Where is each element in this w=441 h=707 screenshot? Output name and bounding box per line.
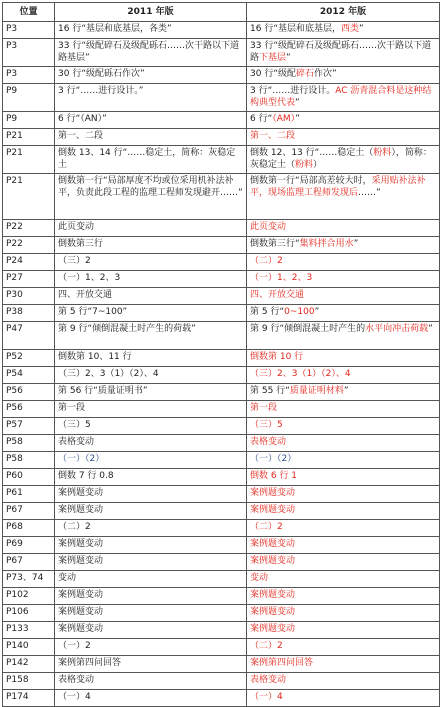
row-2012-text [247, 350, 440, 367]
table-row [3, 435, 440, 452]
row-2012-segment: 6 行“ [250, 114, 273, 124]
row-2011-text: 倒数 13、14 行“……稳定土，简称：灰稳定土 [55, 146, 247, 174]
row-position: P47 [3, 322, 55, 350]
row-position: P133 [3, 622, 55, 639]
row-2012-text [247, 435, 440, 452]
row-2011-text: 案例题变动 [55, 554, 247, 571]
row-position: P57 [3, 418, 55, 435]
row-2012-text [247, 486, 440, 503]
row-2012-segment: 变动 [250, 573, 269, 583]
table-row [3, 673, 440, 690]
row-2011-text: 表格变动 [55, 673, 247, 690]
row-2012-segment: （一）1、2、3 [250, 273, 313, 283]
table-row [3, 271, 440, 288]
table-row [3, 112, 440, 129]
row-2011-text: 30 行“级配砾石作次” [55, 67, 247, 84]
row-2012-segment: 案例题变动 [250, 590, 296, 600]
row-2012-text [247, 254, 440, 271]
row-2012-segment: 案例题变动 [250, 539, 296, 549]
row-2012-segment: 粉料 [373, 148, 392, 158]
table-row [3, 174, 440, 220]
row-2011-text: 第 56 行“质量证明书” [55, 384, 247, 401]
row-2012-segment: AC 沥青混合料是这种结构典型代表 [250, 86, 432, 108]
row-2011-text: （二）2 [55, 520, 247, 537]
table-row [3, 503, 440, 520]
row-2011-text: （一）4 [55, 690, 247, 707]
row-position: P58 [3, 435, 55, 452]
row-position: P158 [3, 673, 55, 690]
table-row [3, 237, 440, 254]
row-2012-segment: 案例第四问回答 [250, 658, 314, 668]
row-2012-text [247, 588, 440, 605]
row-2011-text: 倒数第三行 [55, 237, 247, 254]
row-position: P60 [3, 469, 55, 486]
column-header-position: 位置 [3, 3, 55, 22]
row-position: P3 [3, 67, 55, 84]
row-position: P54 [3, 367, 55, 384]
table-row [3, 418, 440, 435]
row-position: P9 [3, 84, 55, 112]
row-position: P3 [3, 39, 55, 67]
row-2011-text: 3 行“……进行设计。” [55, 84, 247, 112]
table-row [3, 452, 440, 469]
row-position: P140 [3, 639, 55, 656]
row-2011-text: 此页变动 [55, 220, 247, 237]
comparison-table [2, 2, 440, 707]
row-2011-text: 16 行“基层和底基层，各类” [55, 22, 247, 39]
table-row [3, 22, 440, 39]
row-position: P27 [3, 271, 55, 288]
row-2012-segment: （一）（2） [250, 454, 297, 464]
row-2012-segment: 西类 [340, 24, 359, 34]
row-2012-segment: 作次” [314, 69, 337, 79]
row-2012-segment: 第 9 行“倾倒混凝土时产生的 [250, 324, 366, 334]
row-2011-text: 案例题变动 [55, 537, 247, 554]
column-header-2012: 2012 年版 [247, 3, 440, 22]
row-2012-text [247, 656, 440, 673]
row-position: P61 [3, 486, 55, 503]
row-2011-text: 倒数第 10、11 行 [55, 350, 247, 367]
row-position: P38 [3, 305, 55, 322]
row-2012-segment: （二）2 [250, 256, 283, 266]
row-2012-segment: 第 5 行“ [250, 307, 285, 317]
table-row [3, 384, 440, 401]
row-2012-segment: ……” [358, 188, 381, 198]
row-2012-segment: ” [314, 307, 320, 317]
row-2012-segment: 案例题变动 [250, 488, 296, 498]
table-row [3, 605, 440, 622]
row-2012-text [247, 112, 440, 129]
row-position: P9 [3, 112, 55, 129]
table-row [3, 322, 440, 350]
row-2011-text: （一）1、2、3 [55, 271, 247, 288]
row-2012-text [247, 639, 440, 656]
row-2012-segment: 水平向冲击荷载 [365, 324, 429, 334]
row-2011-text: （一）（2） [55, 452, 247, 469]
row-2012-text [247, 39, 440, 67]
row-2011-text: 倒数 7 行 0.8 [55, 469, 247, 486]
row-2012-text [247, 554, 440, 571]
table-row [3, 469, 440, 486]
row-2011-text: 第 5 行“7~100” [55, 305, 247, 322]
table-row [3, 486, 440, 503]
row-2012-segment: 3 行“……进行设计。 [250, 86, 336, 96]
row-2012-segment: 案例题变动 [250, 607, 296, 617]
row-2012-segment: 倒数第 10 行 [250, 352, 304, 362]
row-2012-segment: ” [295, 114, 300, 124]
row-2012-segment: 碎石 [295, 69, 314, 79]
row-position: P69 [3, 537, 55, 554]
table-row [3, 639, 440, 656]
row-2011-text: 四、开放交通 [55, 288, 247, 305]
table-row [3, 690, 440, 707]
row-2012-segment: 0~100 [284, 307, 315, 317]
row-2012-text [247, 622, 440, 639]
row-2012-segment: （三）2、3（1）（2）、4 [250, 369, 351, 379]
row-2012-text [247, 305, 440, 322]
row-position: P22 [3, 237, 55, 254]
row-2012-segment: （二）2 [250, 641, 283, 651]
row-2012-segment: 30 行“级配 [250, 69, 296, 79]
table-row [3, 401, 440, 418]
row-position: P22 [3, 220, 55, 237]
row-2012-segment: ” [286, 53, 291, 63]
row-2012-segment: 倒数第三行“ [250, 239, 300, 249]
row-2011-text: 第一、二段 [55, 129, 247, 146]
row-2012-segment: （三）5 [250, 420, 283, 430]
table-row [3, 220, 440, 237]
table-header-row [3, 3, 440, 22]
row-2011-text: 6 行“（AN）” [55, 112, 247, 129]
row-2012-segment: ” [359, 24, 364, 34]
row-2012-segment: 案例题变动 [250, 505, 296, 515]
row-2012-text [247, 322, 440, 350]
row-2012-text [247, 288, 440, 305]
row-2012-text [247, 237, 440, 254]
row-position: P21 [3, 174, 55, 220]
row-position: P142 [3, 656, 55, 673]
row-2012-segment: 质量证明材料 [289, 386, 344, 396]
row-2012-text [247, 418, 440, 435]
row-2012-text [247, 520, 440, 537]
row-position: P56 [3, 384, 55, 401]
table-body [3, 22, 440, 707]
row-2011-text: 案例第四问回答 [55, 656, 247, 673]
row-position: P68 [3, 520, 55, 537]
row-2012-text [247, 384, 440, 401]
row-position: P67 [3, 503, 55, 520]
row-2012-text [247, 537, 440, 554]
row-2012-segment: 第一、二段 [250, 131, 296, 141]
row-2011-text: （三）5 [55, 418, 247, 435]
row-2012-segment: 采用贴补法补平，现场监理工程师发现后 [250, 176, 426, 198]
row-2012-segment: 倒数 12、13 行“……稳定土（ [250, 148, 374, 158]
table-row [3, 537, 440, 554]
row-2011-text: 33 行“级配碎石及级配砾石……次干路以下道路基层” [55, 39, 247, 67]
row-2012-text [247, 367, 440, 384]
row-position: P58 [3, 452, 55, 469]
row-2012-segment: ” [428, 324, 433, 334]
row-position: P3 [3, 22, 55, 39]
row-2012-segment: ” [353, 239, 359, 249]
table-row [3, 350, 440, 367]
row-2012-segment: ” [295, 98, 300, 108]
row-2012-segment: 集料拌合用水 [299, 239, 354, 249]
row-2012-segment: 四、开放交通 [250, 290, 305, 300]
table-row [3, 288, 440, 305]
row-2011-text: 案例题变动 [55, 503, 247, 520]
row-2012-segment: 第 55 行“ [250, 386, 290, 396]
row-position: P56 [3, 401, 55, 418]
row-2011-text: 表格变动 [55, 435, 247, 452]
table-row [3, 554, 440, 571]
row-2012-text [247, 605, 440, 622]
row-position: P24 [3, 254, 55, 271]
table-row [3, 520, 440, 537]
table-row [3, 254, 440, 271]
row-2012-text [247, 22, 440, 39]
row-2012-segment: ），简称：灰稳定土（ [250, 148, 432, 170]
row-2012-text [247, 67, 440, 84]
row-2012-segment: 表格变动 [250, 675, 287, 685]
table-row [3, 84, 440, 112]
row-2012-text [247, 690, 440, 707]
row-2011-text: 案例题变动 [55, 588, 247, 605]
row-2011-text: （三）2 [55, 254, 247, 271]
row-2012-segment: 表格变动 [250, 437, 287, 447]
row-2011-text: 变动 [55, 571, 247, 588]
row-2012-text [247, 220, 440, 237]
row-2012-text [247, 503, 440, 520]
row-2012-segment: ” [343, 386, 349, 396]
row-2012-segment: （AM） [272, 114, 296, 124]
row-2012-text [247, 174, 440, 220]
row-2012-segment: 倒数第一行“局部高差较大时， [250, 176, 372, 186]
table-row [3, 622, 440, 639]
row-2012-segment: 第一段 [250, 403, 278, 413]
row-2012-segment: 粉料 [295, 160, 314, 170]
row-position: P67 [3, 554, 55, 571]
row-2012-text [247, 146, 440, 174]
row-2012-text [247, 673, 440, 690]
table-row [3, 367, 440, 384]
row-2012-segment: ） [313, 160, 323, 170]
row-position: P21 [3, 129, 55, 146]
row-2011-text: （三）2、3（1）（2）、4 [55, 367, 247, 384]
row-2012-segment: 16 行“基层和底基层， [250, 24, 341, 34]
row-2011-text: 第 9 行“倾倒混凝土时产生的荷载” [55, 322, 247, 350]
row-2012-segment: 倒数 6 行 1 [250, 471, 298, 481]
row-2012-segment: 33 行“级配碎石及级配砾石……次干路以下道路 [250, 41, 431, 63]
table-row [3, 129, 440, 146]
row-2012-segment: 此页变动 [250, 222, 287, 232]
row-2012-segment: 案例题变动 [250, 556, 296, 566]
row-2012-text [247, 84, 440, 112]
column-header-2011: 2011 年版 [55, 3, 247, 22]
table-row [3, 588, 440, 605]
row-2012-segment: 案例题变动 [250, 624, 296, 634]
row-position: P52 [3, 350, 55, 367]
row-2012-text [247, 129, 440, 146]
row-2012-text [247, 452, 440, 469]
table-row [3, 571, 440, 588]
row-2012-segment: （二）2 [250, 522, 283, 532]
row-2012-text [247, 271, 440, 288]
row-position: P102 [3, 588, 55, 605]
row-2012-segment: 下基层 [259, 53, 287, 63]
row-2011-text: 案例题变动 [55, 605, 247, 622]
table-row [3, 67, 440, 84]
row-2012-segment: （一）4 [250, 692, 283, 702]
row-2011-text: 案例题变动 [55, 486, 247, 503]
row-position: P73、74 [3, 571, 55, 588]
row-2011-text: 第一段 [55, 401, 247, 418]
table-row [3, 305, 440, 322]
row-position: P174 [3, 690, 55, 707]
row-2011-text: 倒数第一行“局部厚度不均或位采用机补法补平，负责此段工程的监理工程师发现避开……” [55, 174, 247, 220]
row-2012-text [247, 571, 440, 588]
row-2011-text: 案例题变动 [55, 622, 247, 639]
table-row [3, 656, 440, 673]
row-position: P106 [3, 605, 55, 622]
row-position: P21 [3, 146, 55, 174]
table-row [3, 39, 440, 67]
row-2012-text [247, 401, 440, 418]
row-2011-text: （一）2 [55, 639, 247, 656]
row-2012-text [247, 469, 440, 486]
table-row [3, 146, 440, 174]
row-position: P30 [3, 288, 55, 305]
